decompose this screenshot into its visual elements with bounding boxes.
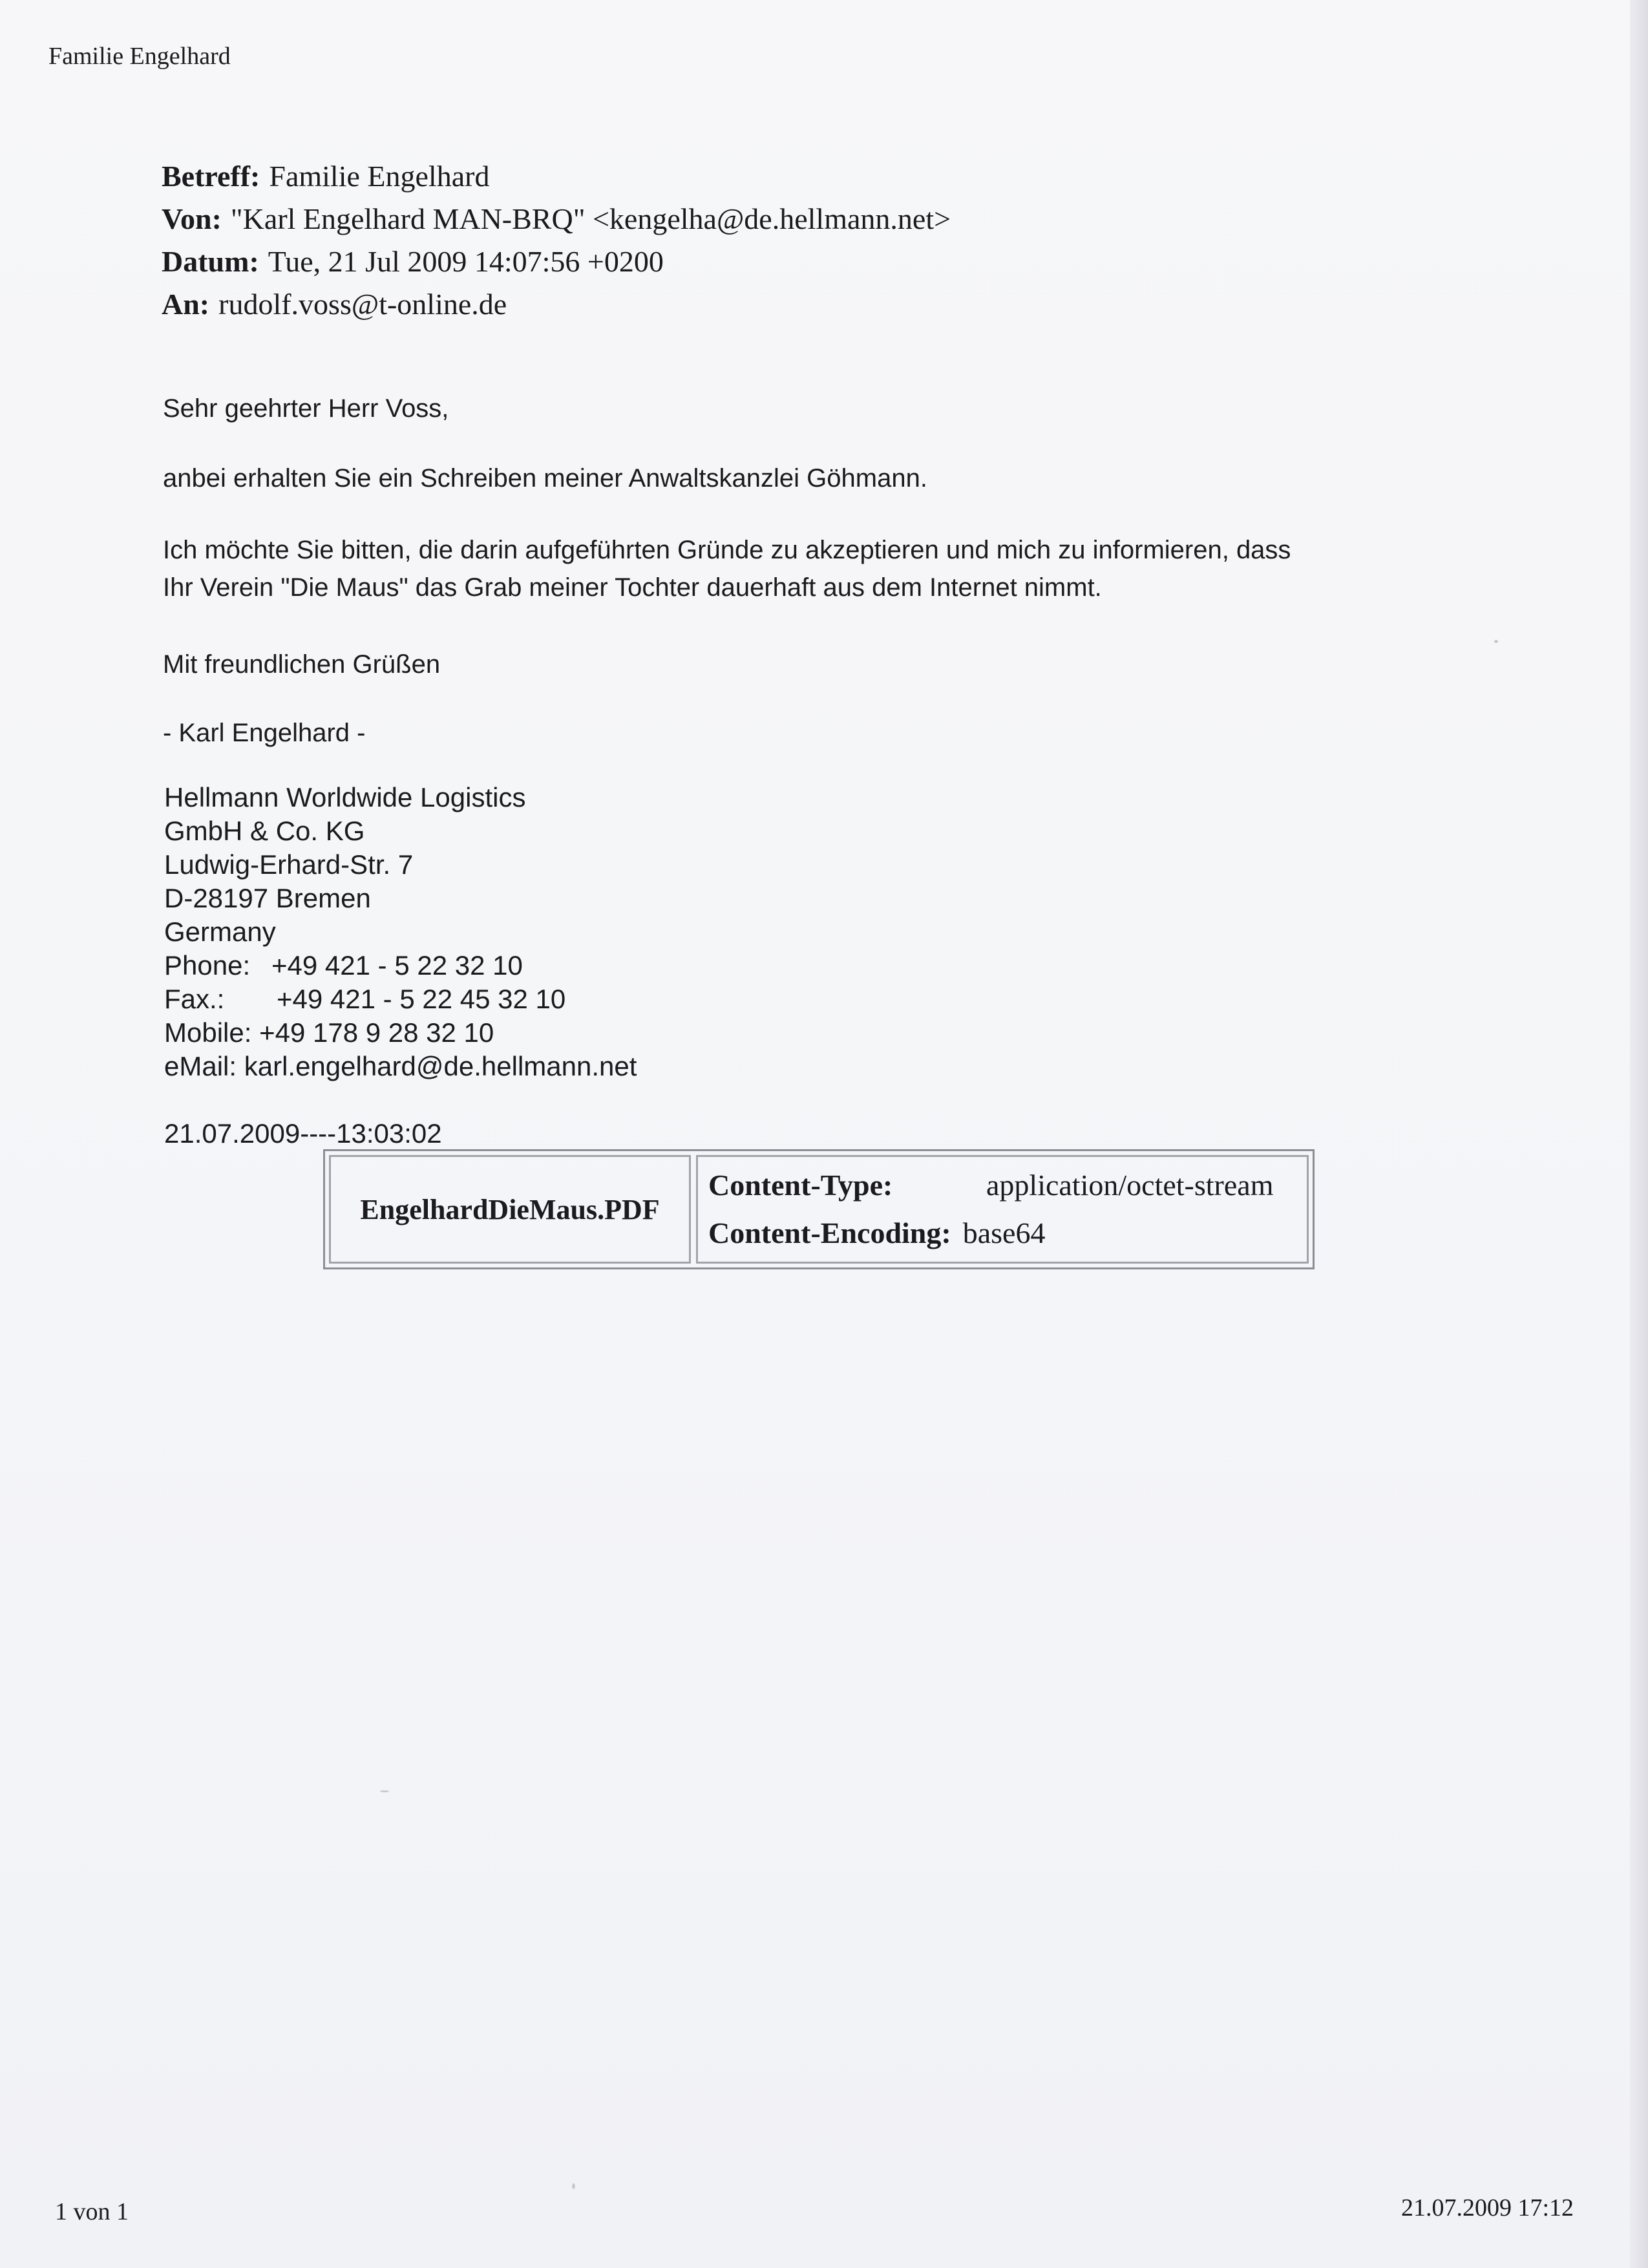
- street: Ludwig-Erhard-Str. 7: [164, 849, 414, 880]
- subject-value: Familie Engelhard: [269, 160, 490, 193]
- date-value: Tue, 21 Jul 2009 14:07:56 +0200: [268, 245, 664, 278]
- mobile-row: [164, 1016, 637, 1050]
- content-type-value: application/octet-stream: [986, 1169, 1274, 1202]
- to-row: [162, 283, 951, 326]
- content-encoding-value: base64: [962, 1216, 1046, 1249]
- from-label: Von:: [162, 202, 222, 235]
- closing: Mit freundlichen Grüßen: [163, 650, 441, 679]
- date-label: Datum:: [162, 245, 259, 278]
- mail-headers: [162, 155, 951, 326]
- scan-speck: [572, 2183, 575, 2189]
- sent-timestamp: 21.07.2009----13:03:02: [164, 1118, 442, 1149]
- mobile-label: Mobile:: [164, 1017, 252, 1048]
- phone-value: +49 421 - 5 22 32 10: [271, 950, 523, 980]
- email-label: eMail:: [164, 1051, 237, 1081]
- fax-label: Fax.:: [164, 984, 225, 1014]
- from-row: [162, 198, 951, 240]
- scan-speck: [1494, 640, 1498, 643]
- email-value: karl.engelhard@de.hellmann.net: [244, 1051, 637, 1081]
- company-line-1: Hellmann Worldwide Logistics: [164, 782, 526, 812]
- country: Germany: [164, 917, 276, 947]
- content-type-label: Content-Type:: [708, 1169, 893, 1202]
- fax-value: +49 421 - 5 22 45 32 10: [277, 984, 566, 1014]
- page-number: 1 von 1: [55, 2198, 129, 2225]
- date-row: [162, 240, 951, 283]
- scan-speck: [380, 1790, 389, 1792]
- email-row: [164, 1050, 637, 1083]
- sender-name: - Karl Engelhard -: [163, 719, 366, 747]
- paragraph-2-line-2: Ihr Verein "Die Maus" das Grab meiner Tochter dauerhaft aus dem Internet nimmt.: [163, 573, 1102, 602]
- to-label: An:: [162, 288, 210, 321]
- attachment-box: [323, 1149, 1315, 1269]
- paragraph-2-line-1: Ich möchte Sie bitten, die darin aufgeführten Gründe zu akzeptieren und mich zu informieren, dass: [163, 536, 1291, 564]
- page-edge-shadow: [1630, 0, 1648, 2268]
- greeting: Sehr geehrter Herr Voss,: [163, 394, 449, 423]
- attachment-meta: [696, 1155, 1309, 1264]
- company-line-2: GmbH & Co. KG: [164, 816, 365, 846]
- from-value: "Karl Engelhard MAN-BRQ" <kengelha@de.hellmann.net>: [230, 202, 951, 235]
- content-encoding-row: [708, 1209, 1307, 1257]
- content-type-row: [708, 1161, 1307, 1209]
- phone-label: Phone:: [164, 950, 251, 980]
- email-signature: [164, 781, 637, 1083]
- attachment-filename[interactable]: EngelhardDieMaus.PDF: [329, 1155, 691, 1264]
- subject-label: Betreff:: [162, 160, 260, 193]
- city: D-28197 Bremen: [164, 883, 371, 913]
- print-date: 21.07.2009 17:12: [1401, 2194, 1574, 2221]
- to-value: rudolf.voss@t-online.de: [218, 288, 507, 321]
- print-header-title: Familie Engelhard: [48, 43, 231, 70]
- subject-row: [162, 155, 951, 198]
- fax-row: [164, 982, 637, 1016]
- phone-row: [164, 949, 637, 982]
- paragraph-1: anbei erhalten Sie ein Schreiben meiner Anwaltskanzlei Göhmann.: [163, 464, 927, 493]
- content-encoding-label: Content-Encoding:: [708, 1216, 951, 1249]
- mobile-value: +49 178 9 28 32 10: [259, 1017, 494, 1048]
